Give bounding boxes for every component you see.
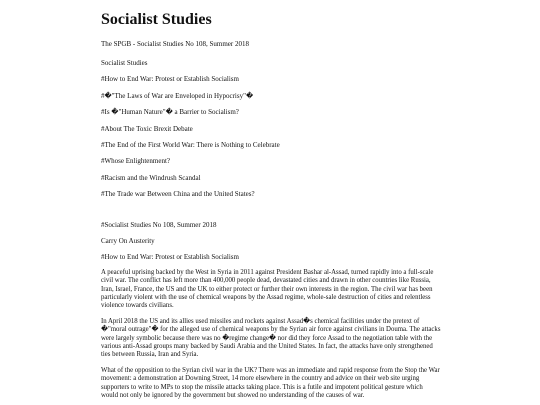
toc-item-5[interactable]: #The End of the First World War: There is Nothing to Celebrate (101, 140, 280, 149)
toc-item-3[interactable]: #Is �"Human Nature"� a Barrier to Socialism? (101, 108, 239, 117)
toc-item-4[interactable]: #About The Toxic Brexit Debate (101, 124, 193, 133)
article-paragraph-3: What of the opposition to the Syrian civil war in the UK? There was an immediate and rapid response from the Stop the War movement: a demonstration at Downing Street, 14 more elsewhere in the country and advice on their web site urging supporters to write to MPs to stop the missile attacks taking place. This is a futile and impotent political gesture which would not only be ignored by the government but showed no understanding of the causes of war. (101, 366, 440, 399)
article-paragraph-2: In April 2018 the US and its allies used missiles and rockets against Assad�s chemical facilities under the pretext of �"moral outrage"� for the alleged use of chemical weapons by the Syrian air force against civilians in Douma. The attacks were largely symbolic because there was no �regime change� nor did they force Assad to the negotiation table with the various anti-Assad groups many backed by Saudi Arabia and the United States. In fact, the attacks have only strengthened ties between Russia, Iran and Syria. (101, 317, 441, 359)
article-issue-line: #Socialist Studies No 108, Summer 2018 (101, 220, 217, 229)
issue-heading: The SPGB - Socialist Studies No 108, Summer 2018 (101, 40, 249, 48)
table-of-contents (101, 58, 441, 199)
toc-item-8[interactable]: #The Trade war Between China and the United States? (101, 190, 255, 199)
article-paragraph-1: A peaceful uprising backed by the West in Syria in 2011 against President Bashar al-Assad, turned rapidly into a full-scale civil war. The conflict has left more than 400,000 people dead, devastated cities and drawn in other countries like Russia, Iran, Israel, France, the US and the UK to either protect or further their own interests in the region. The civil war has been particularly violent with the use of chemical weapons by the Assad regime, whole-sale destruction of cities and relentless violence towards civilians. (101, 268, 434, 310)
document-content (101, 0, 441, 405)
toc-item-7[interactable]: #Racism and the Windrush Scandal (101, 173, 201, 182)
toc-item-0: Socialist Studies (101, 59, 148, 67)
toc-item-6[interactable]: #Whose Enlightenment? (101, 157, 171, 166)
article-title: #How to End War: Protest or Establish Socialism (101, 253, 239, 262)
site-title: Socialist Studies (101, 11, 212, 28)
article-section-line: Carry On Austerity (101, 236, 155, 245)
toc-item-1[interactable]: #How to End War: Protest or Establish Socialism (101, 75, 239, 84)
toc-item-2[interactable]: #�"The Laws of War are Enveloped in Hypocrisy"� (101, 91, 254, 100)
spacer (101, 206, 441, 220)
